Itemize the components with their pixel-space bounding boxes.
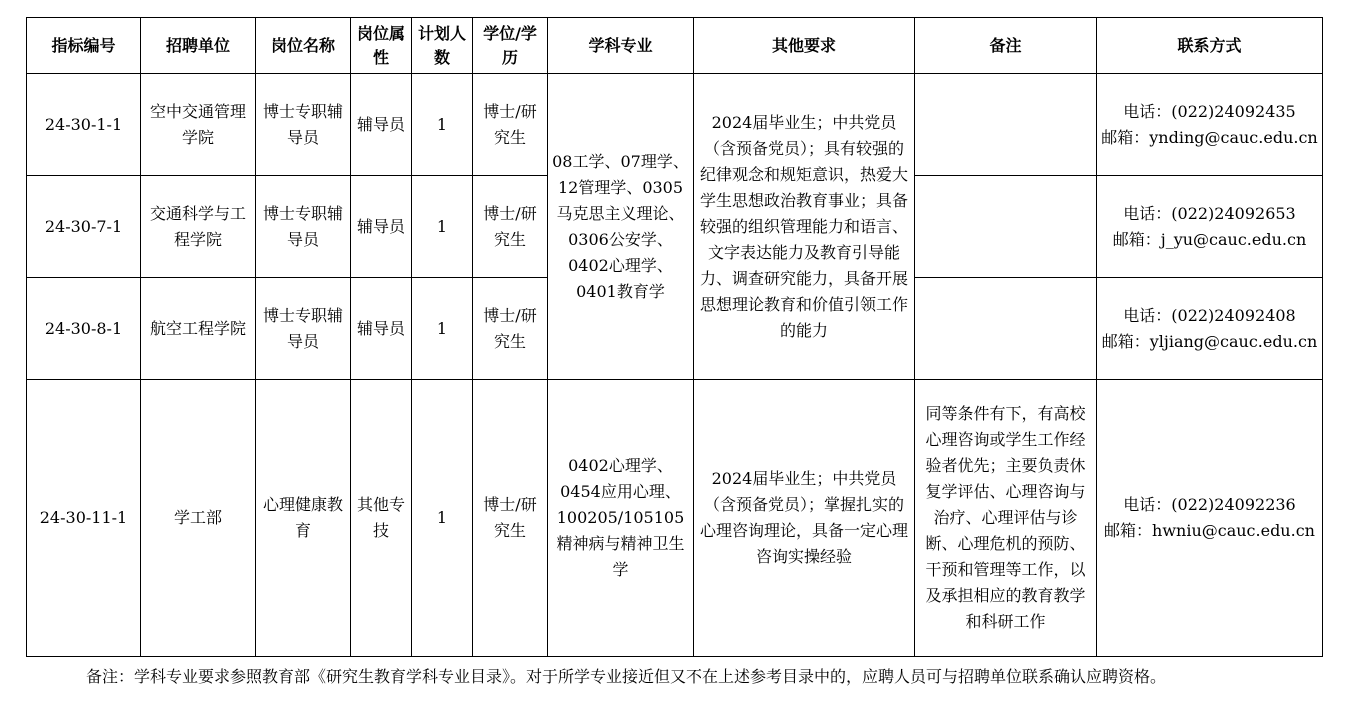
cell-count: 1	[412, 380, 473, 657]
cell-remark	[915, 278, 1097, 380]
cell-unit: 航空工程学院	[141, 278, 256, 380]
header-row	[27, 18, 1323, 74]
cell-id: 24-30-8-1	[27, 278, 141, 380]
cell-position: 心理健康教育	[256, 380, 351, 657]
cell-contact	[1097, 278, 1323, 380]
cell-attr: 辅导员	[351, 278, 412, 380]
header-major-label: 学科专业	[588, 35, 653, 55]
header-contact	[1097, 18, 1323, 74]
cell-degree: 博士/研究生	[473, 380, 548, 657]
header-contact-label: 联系方式	[1177, 35, 1242, 55]
cell-id: 24-30-7-1	[27, 176, 141, 278]
cell-attr: 辅导员	[351, 176, 412, 278]
contact-email: 邮箱：yljiang@cauc.edu.cn	[1101, 331, 1318, 351]
contact-email: 邮箱：j_yu@cauc.edu.cn	[1112, 229, 1307, 249]
header-remark-label: 备注	[989, 35, 1022, 55]
header-degree-label: 学位/学历	[483, 23, 537, 67]
cell-remark	[915, 176, 1097, 278]
header-requirement-label: 其他要求	[771, 35, 836, 55]
header-position	[256, 18, 351, 74]
cell-id: 24-30-1-1	[27, 74, 141, 176]
recruitment-table	[26, 17, 1323, 657]
cell-attr: 辅导员	[351, 74, 412, 176]
header-count-label: 计划人数	[417, 23, 466, 67]
table-row	[27, 74, 1323, 176]
contact-phone: 电话：(022)24092435	[1123, 101, 1296, 121]
cell-degree: 博士/研究生	[473, 278, 548, 380]
cell-major: 0402心理学、0454应用心理、100205/105105精神病与精神卫生学	[548, 380, 694, 657]
contact-phone: 电话：(022)24092408	[1123, 305, 1296, 325]
contact-phone: 电话：(022)24092236	[1123, 495, 1296, 514]
cell-contact	[1097, 74, 1323, 176]
cell-contact	[1097, 380, 1323, 657]
cell-degree: 博士/研究生	[473, 176, 548, 278]
cell-remark	[915, 74, 1097, 176]
header-degree	[473, 18, 548, 74]
cell-id: 24-30-11-1	[27, 380, 141, 657]
table-row	[27, 380, 1323, 657]
cell-count: 1	[412, 176, 473, 278]
cell-requirement-shared: 2024届毕业生；中共党员（含预备党员）；具有较强的纪律观念和规矩意识，热爱大学生思想政治教育事业；具备较强的组织管理能力和语言、文字表达能力及教育引导能力、调查研究能力，具备开展思想理论教育和价值引领工作的能力	[694, 74, 915, 380]
recruitment-table-container	[26, 17, 1322, 657]
cell-position: 博士专职辅导员	[256, 176, 351, 278]
header-unit	[141, 18, 256, 74]
header-requirement	[694, 18, 915, 74]
cell-degree: 博士/研究生	[473, 74, 548, 176]
contact-phone: 电话：(022)24092653	[1123, 203, 1296, 223]
cell-unit: 学工部	[141, 380, 256, 657]
cell-position: 博士专职辅导员	[256, 74, 351, 176]
header-count	[412, 18, 473, 74]
header-id-label: 指标编号	[51, 35, 116, 55]
cell-position: 博士专职辅导员	[256, 278, 351, 380]
header-id	[27, 18, 141, 74]
cell-major-shared: 08工学、07理学、12管理学、0305马克思主义理论、0306公安学、0402心理学、0401教育学	[548, 74, 694, 380]
cell-contact	[1097, 176, 1323, 278]
contact-email: 邮箱：hwniu@cauc.edu.cn	[1104, 521, 1315, 540]
cell-attr: 其他专技	[351, 380, 412, 657]
cell-count: 1	[412, 278, 473, 380]
cell-requirement: 2024届毕业生；中共党员（含预备党员）；掌握扎实的心理咨询理论，具备一定心理咨询实操经验	[694, 380, 915, 657]
header-remark	[915, 18, 1097, 74]
cell-unit: 交通科学与工程学院	[141, 176, 256, 278]
header-position-label: 岗位名称	[270, 35, 335, 55]
header-major	[548, 18, 694, 74]
footnote: 备注：学科专业要求参照教育部《研究生教育学科专业目录》。对于所学专业接近但又不在上述参考目录中的，应聘人员可与招聘单位联系确认应聘资格。	[86, 667, 1167, 686]
header-attr-label: 岗位属性	[356, 23, 405, 67]
cell-unit: 空中交通管理学院	[141, 74, 256, 176]
cell-remark: 同等条件有下，有高校心理咨询或学生工作经验者优先；主要负责休复学评估、心理咨询与治疗、心理评估与诊断、心理危机的预防、干预和管理等工作，以及承担相应的教育教学和科研工作	[915, 380, 1097, 657]
cell-count: 1	[412, 74, 473, 176]
contact-email: 邮箱：ynding@cauc.edu.cn	[1101, 127, 1318, 147]
header-attr	[351, 18, 412, 74]
header-unit-label: 招聘单位	[165, 35, 230, 55]
